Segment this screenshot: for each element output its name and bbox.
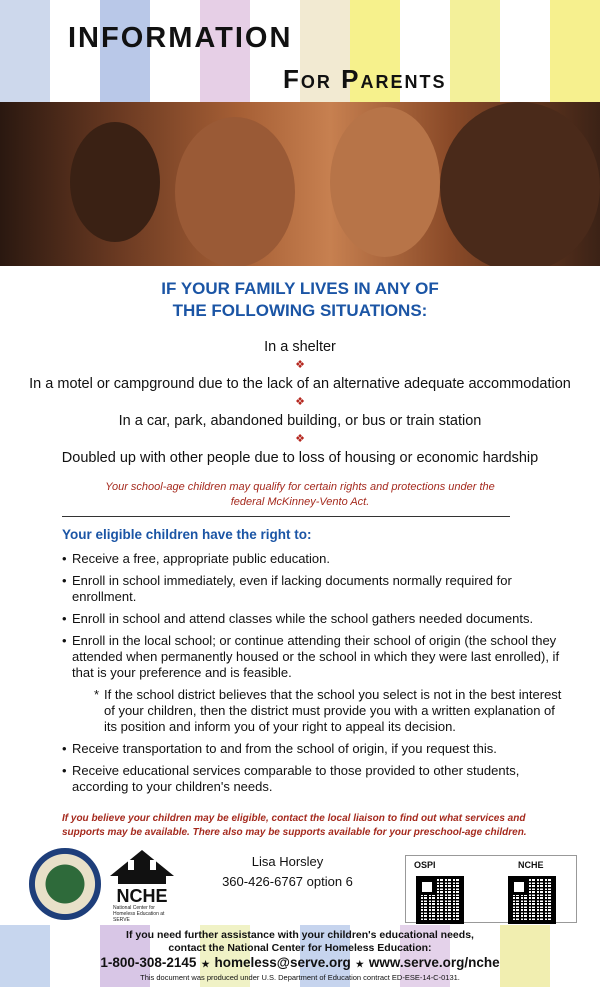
situations-list [0, 338, 600, 467]
nche-logo-text: NCHE [116, 886, 168, 906]
list-item-text: Receive educational services comparable to those provided to other students, according to your children's needs. [72, 763, 520, 794]
qualify-note [70, 480, 530, 510]
star-separator-icon: ★ [355, 959, 364, 969]
situation-item: Doubled up with other people due to loss of housing or economic hardship [61, 450, 539, 466]
footer-email[interactable]: homeless@serve.org [214, 955, 351, 970]
headline-line-1: IF YOUR FAMILY LIVES IN ANY OF [161, 279, 439, 298]
list-item [62, 741, 562, 757]
diamond-separator-icon: ❖ [295, 359, 305, 371]
footer-note [60, 929, 540, 955]
bullet-icon: • [62, 633, 67, 648]
situations-headline [0, 278, 600, 322]
situation-item: In a car, park, abandoned building, or bus or train station [118, 413, 482, 429]
qr-code-icon[interactable] [508, 876, 556, 924]
list-item [62, 763, 562, 795]
list-item [62, 633, 562, 681]
bullet-icon: • [62, 611, 67, 626]
diamond-separator-icon: ❖ [295, 396, 305, 408]
page-subtitle: For Parents [283, 64, 447, 94]
qualify-note-line-1: Your school-age children may qualify for certain rights and protections under the [105, 481, 495, 493]
stripe [450, 0, 500, 102]
stripe [550, 0, 600, 102]
footer-phone[interactable]: 1-800-308-2145 [100, 955, 197, 970]
bullet-icon: • [62, 551, 67, 566]
qr-codes-box [405, 855, 577, 923]
bullet-icon: • [62, 763, 67, 778]
list-item [62, 573, 562, 605]
stripe [500, 0, 550, 102]
rights-list [62, 551, 562, 801]
qr-label-ospi: OSPI [414, 860, 436, 870]
liaison-phone: 360-426-6767 option 6 [222, 874, 353, 889]
bullet-icon: • [62, 573, 67, 588]
contact-note-line-1: If you believe your children may be eligible, contact the local liaison to find out what services and [62, 813, 526, 824]
list-sub-item [62, 687, 562, 735]
footer-website[interactable]: www.serve.org/nche [368, 955, 500, 970]
funding-statement: This document was produced under U.S. Department of Education contract ED-ESE-14-C-0131. [140, 973, 460, 982]
children-photo [0, 102, 600, 266]
list-item [62, 551, 562, 567]
list-item-text: Receive transportation to and from the school of origin, if you request this. [72, 741, 497, 756]
footer-contacts [0, 955, 600, 970]
list-item [62, 611, 562, 627]
local-liaison [200, 852, 375, 892]
nche-caption: National Center for Homeless Education at SERVE [113, 905, 165, 923]
stripe [0, 0, 50, 102]
list-item-text: Enroll in the local school; or continue attending their school of origin (the school they attended when permanently housed or the school in which they were last enrolled), if that is your preference and is feasible. [72, 633, 560, 680]
contact-note [62, 812, 562, 840]
list-sub-item-text: If the school district believes that the school you select is not in the best interest of your children, then the district must provide you with a written explanation of its position and inform you of your right to appeal its decision. [104, 687, 562, 734]
rights-title: Your eligible children have the right to: [62, 527, 312, 542]
bullet-icon: • [62, 741, 67, 756]
qr-label-nche: NCHE [518, 860, 544, 870]
page-title: INFORMATION [68, 22, 293, 54]
qr-code-icon[interactable] [416, 876, 464, 924]
contact-note-line-2: supports may be available. There also may be supports available for your preschool-age children. [62, 827, 527, 838]
divider [62, 516, 510, 517]
qualify-note-line-2: federal McKinney-Vento Act. [230, 496, 370, 508]
footer-note-line-1: If you need further assistance with your children's educational needs, [126, 929, 474, 941]
liaison-name: Lisa Horsley [251, 854, 324, 869]
footer-note-line-2: contact the National Center for Homeless Education: [168, 942, 432, 954]
list-item-text: Receive a free, appropriate public education. [72, 551, 330, 566]
list-item-text: Enroll in school and attend classes while the school gathers needed documents. [72, 611, 534, 626]
headline-line-2: THE FOLLOWING SITUATIONS: [172, 301, 428, 320]
situation-item: In a motel or campground due to the lack of an alternative adequate accommodation [29, 376, 571, 392]
star-separator-icon: ★ [201, 959, 210, 969]
diamond-separator-icon: ❖ [295, 433, 305, 445]
list-item-text: Enroll in school immediately, even if lacking documents normally required for enrollment. [72, 573, 512, 604]
situation-item: In a shelter [264, 339, 336, 355]
department-of-education-seal-icon [29, 848, 101, 920]
asterisk-icon: * [94, 687, 100, 702]
